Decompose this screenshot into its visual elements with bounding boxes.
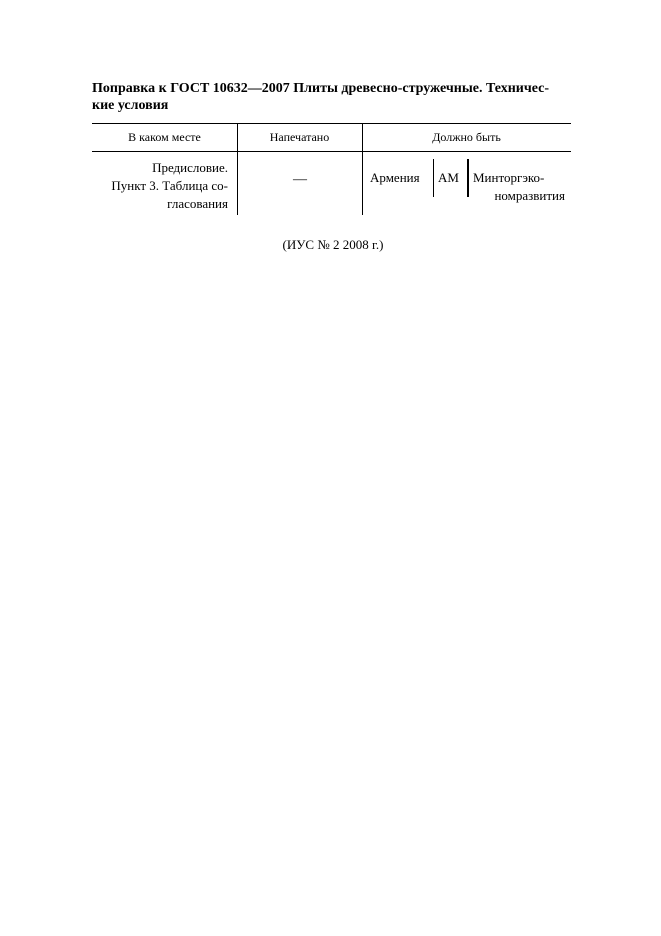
title-line-2: кие условия	[92, 98, 169, 113]
footer-text: (ИУС № 2 2008 г.)	[282, 237, 384, 252]
cell-where	[92, 159, 228, 213]
body-line-1: Минторгэко-	[473, 170, 545, 185]
table-top-border	[92, 123, 571, 124]
cell-government-body	[473, 169, 565, 205]
where-line-1: Предисловие.	[152, 160, 228, 175]
header-printed: Напечатано	[269, 130, 330, 144]
correction-table	[92, 123, 571, 215]
cell-country: Армения	[370, 170, 420, 185]
header-where: В каком месте	[128, 130, 201, 144]
title-line-1: Поправка к ГОСТ 10632—2007 Плиты древесно-стружечные. Техничес-	[92, 81, 550, 96]
footer-source	[0, 237, 661, 253]
subtable-divider-2	[467, 159, 469, 197]
cell-printed: —	[293, 172, 307, 187]
body-line-2: номразвития	[494, 188, 565, 203]
cell-country-code: AM	[438, 170, 459, 185]
where-line-2: Пункт 3. Таблица со-	[111, 178, 228, 193]
correction-title	[92, 80, 582, 114]
header-should-be: Должно быть	[432, 130, 501, 144]
table-header-border	[92, 151, 571, 152]
where-line-3: гласования	[167, 196, 228, 211]
subtable-divider-1	[433, 159, 434, 197]
